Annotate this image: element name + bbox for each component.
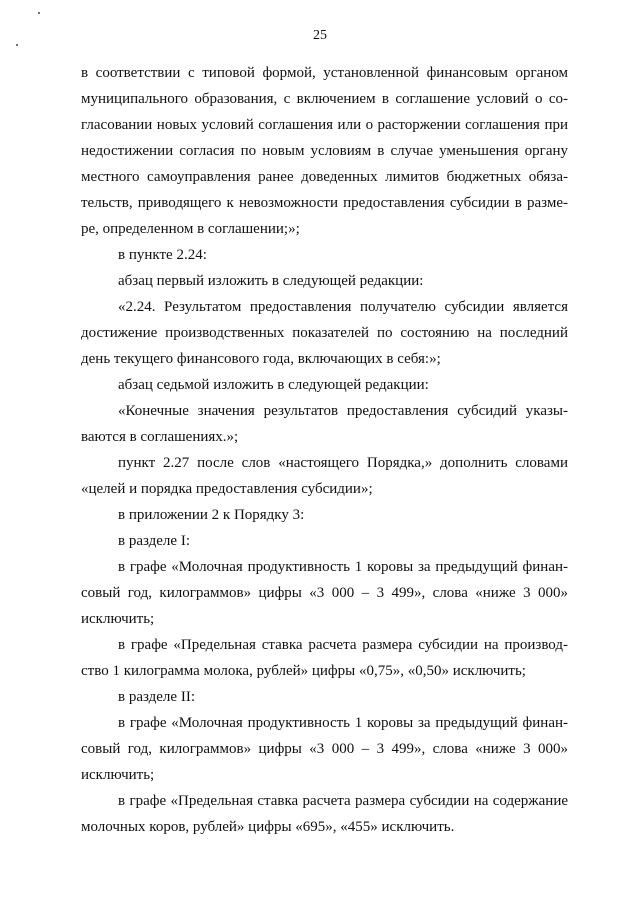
text-line: «Конечные значения результатов предоставления субсидий указы- xyxy=(118,403,568,419)
text-line: совый год, килограммов» цифры «3 000 – 3 499», слова «ниже 3 000» xyxy=(81,585,568,601)
scan-speck xyxy=(16,44,18,46)
text-line: в приложении 2 к Порядку 3: xyxy=(118,507,305,523)
text-line: абзац седьмой изложить в следующей редакции: xyxy=(118,377,429,393)
page-number: 25 xyxy=(313,28,327,43)
text-line: пункт 2.27 после слов «настоящего Порядка,» дополнить словами xyxy=(118,455,568,471)
text-line: в пункте 2.24: xyxy=(118,247,207,263)
text-line: достижение производственных показателей по состоянию на последний xyxy=(81,325,568,341)
text-line: гласовании новых условий соглашения или о расторжении соглашения при xyxy=(81,117,568,133)
text-line: ство 1 килограмма молока, рублей» цифры «0,75», «0,50» исключить; xyxy=(81,663,526,679)
text-line: ваются в соглашениях.»; xyxy=(81,429,239,445)
text-line: совый год, килограммов» цифры «3 000 – 3 499», слова «ниже 3 000» xyxy=(81,741,568,757)
text-line: «целей и порядка предоставления субсидии»; xyxy=(81,481,373,497)
text-line: местного самоуправления ранее доведенных лимитов бюджетных обяза- xyxy=(81,169,568,185)
text-line: ре, определенном в соглашении;»; xyxy=(81,221,300,237)
text-line: в графе «Молочная продуктивность 1 коровы за предыдущий финан- xyxy=(118,559,568,575)
text-line: молочных коров, рублей» цифры «695», «455» исключить. xyxy=(81,819,455,835)
text-line: в разделе I: xyxy=(118,533,190,549)
text-line: муниципального образования, с включением в соглашение условий о со- xyxy=(81,91,568,107)
text-line: исключить; xyxy=(81,767,155,783)
scan-speck xyxy=(38,12,40,14)
text-line: в соответствии с типовой формой, установленной финансовым органом xyxy=(81,65,568,81)
text-line: недостижении согласия по новым условиям в случае уменьшения органу xyxy=(81,143,568,159)
text-line: в разделе II: xyxy=(118,689,195,705)
text-line: исключить; xyxy=(81,611,155,627)
text-line: день текущего финансового года, включающих в себя:»; xyxy=(81,351,441,367)
text-line: в графе «Предельная ставка расчета размера субсидии на содержание xyxy=(118,793,568,809)
text-line: в графе «Молочная продуктивность 1 коровы за предыдущий финан- xyxy=(118,715,568,731)
text-line: абзац первый изложить в следующей редакции: xyxy=(118,273,424,289)
text-line: «2.24. Результатом предоставления получателю субсидии является xyxy=(118,299,568,315)
text-line: в графе «Предельная ставка расчета размера субсидии на производ- xyxy=(118,637,568,653)
text-line: тельств, приводящего к невозможности предоставления субсидии в разме- xyxy=(81,195,568,211)
